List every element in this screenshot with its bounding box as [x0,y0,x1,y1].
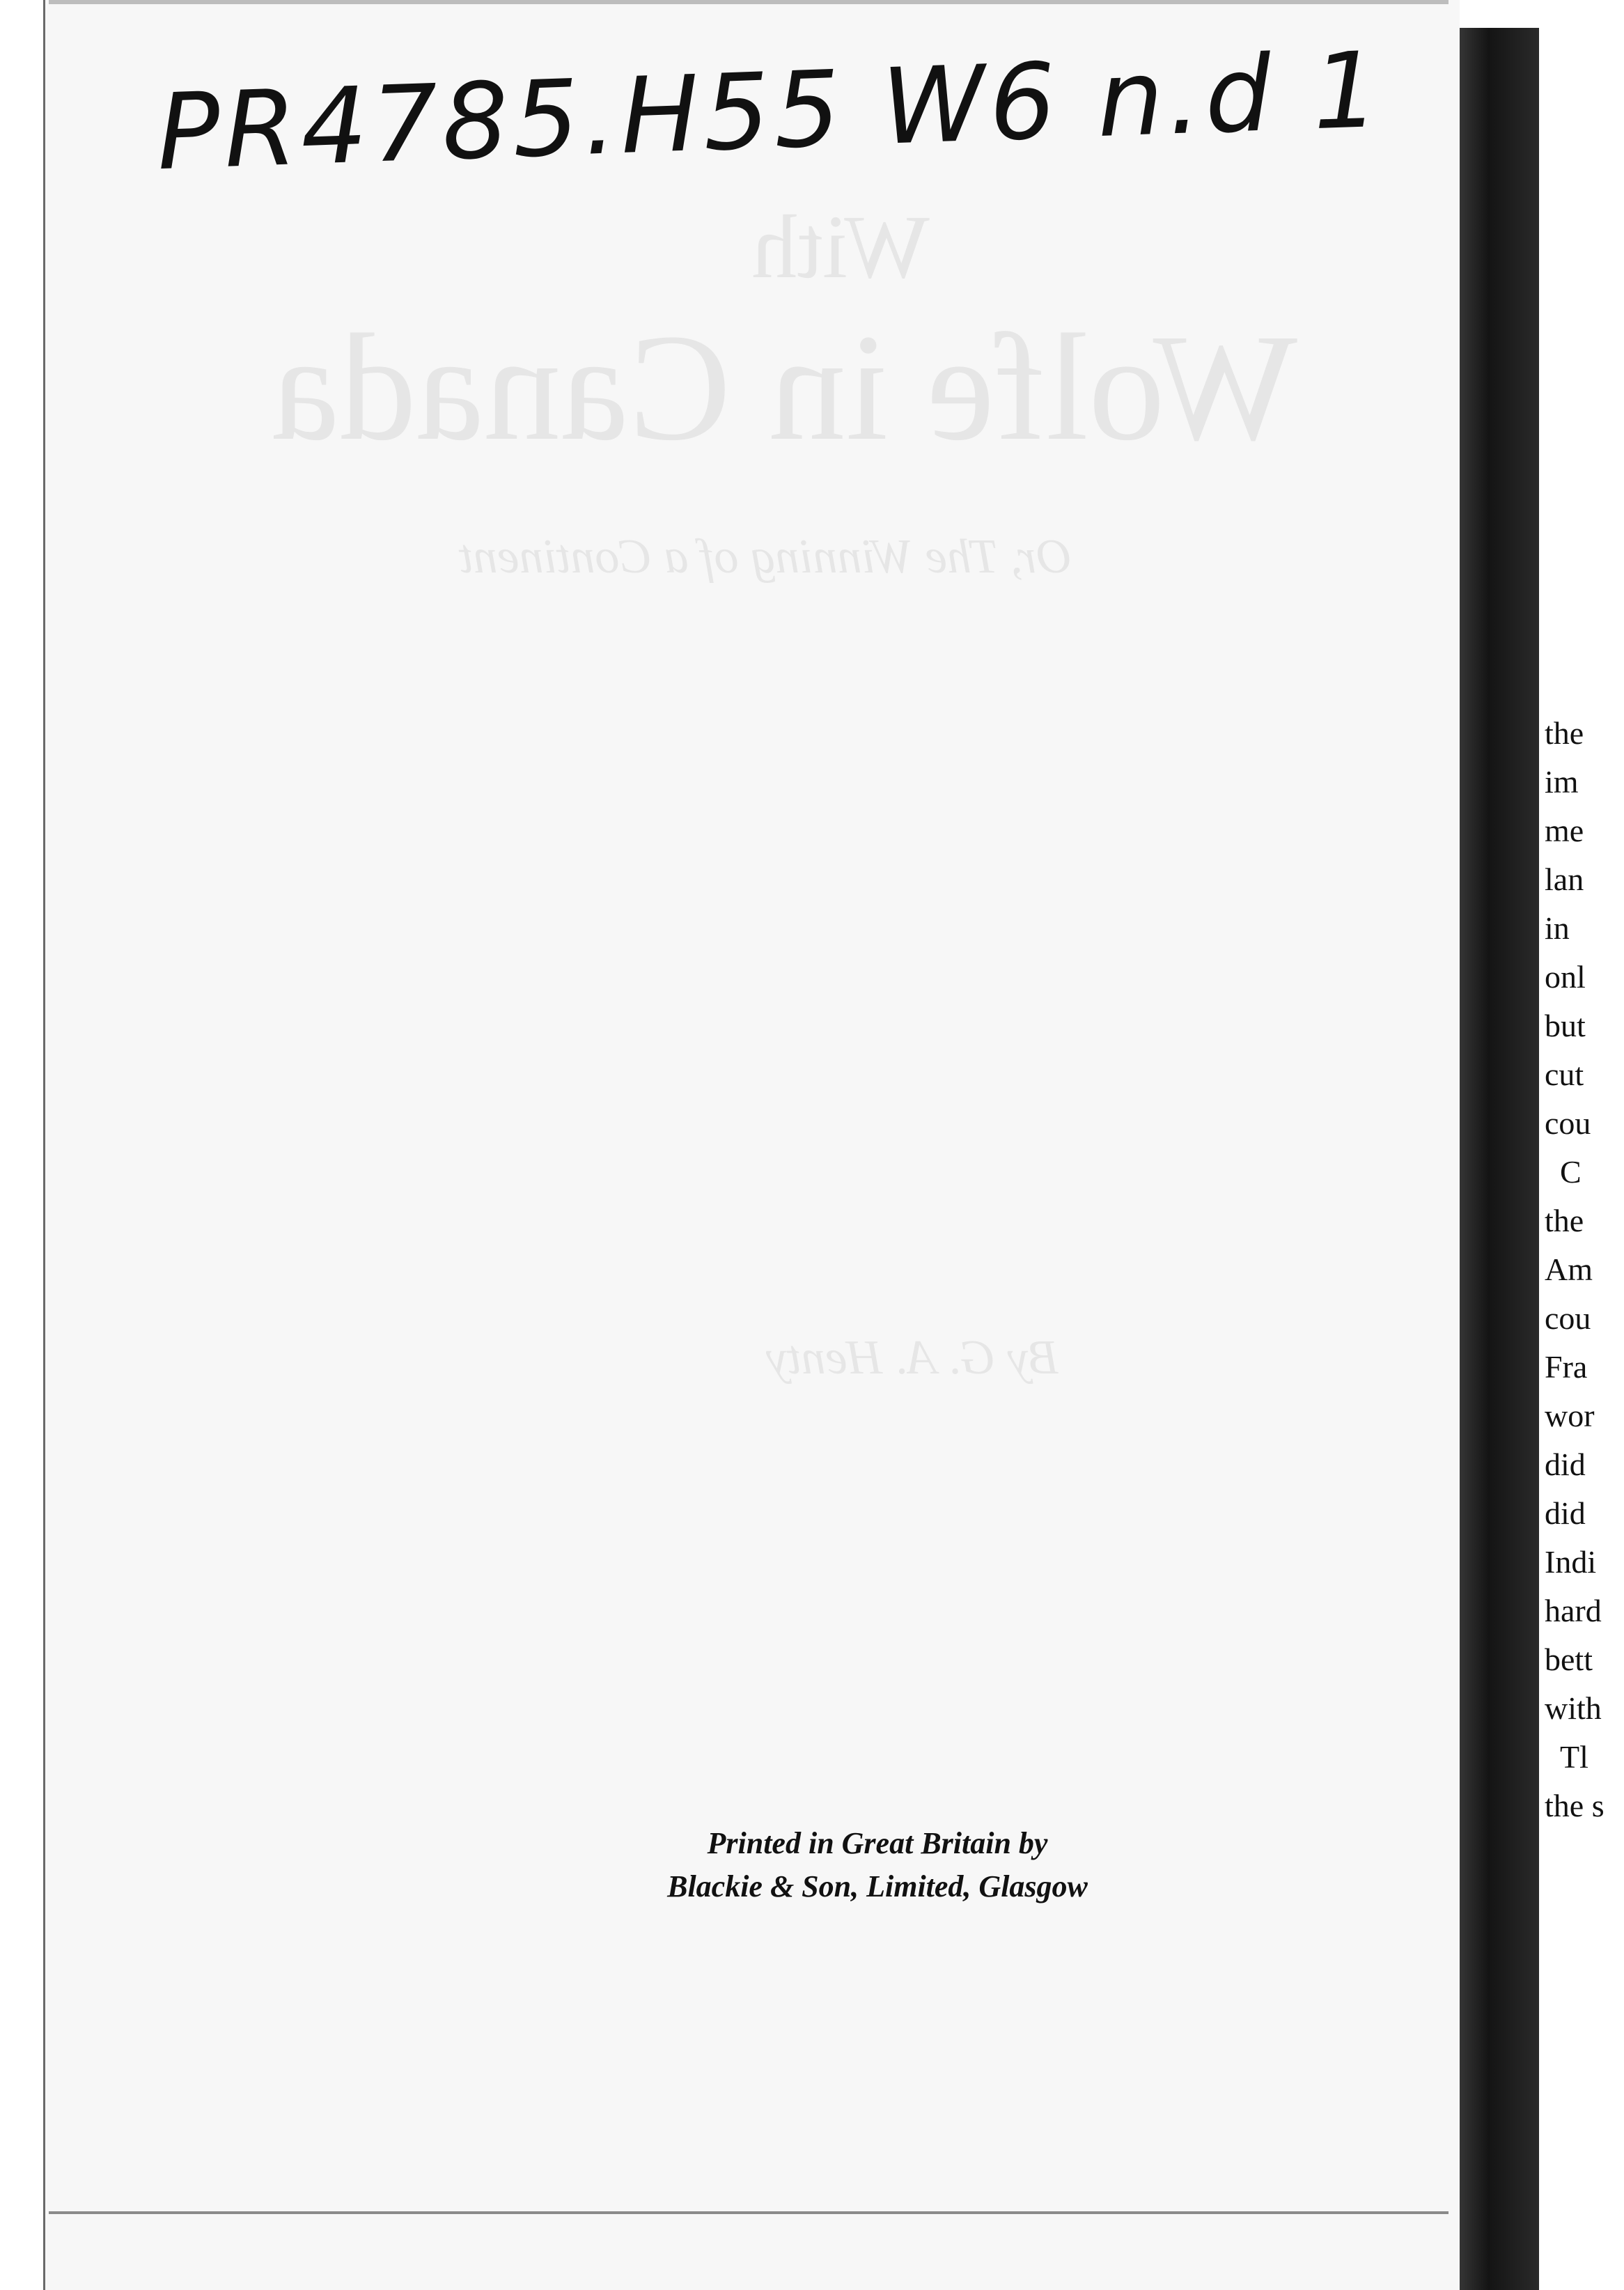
right-page-line: the [1545,715,1584,751]
right-page-line: Fra [1545,1349,1588,1385]
showthrough-title: Wolfe in Canada [272,302,1297,472]
right-page-line: hard [1545,1593,1602,1628]
showthrough-author: By G. A. Henty [766,1331,1059,1385]
showthrough-with: With [752,197,930,297]
right-page-line: me [1545,813,1584,848]
right-page-line: onl [1545,959,1586,995]
right-page-line: the s [1545,1788,1605,1823]
handwritten-call-number: PR4785.H55 W6 n.d 1 [155,29,1386,194]
right-page-line: C [1560,1154,1582,1190]
imprint-line-1: Printed in Great Britain by [707,1826,1048,1860]
right-page-line: Tl [1560,1739,1588,1775]
right-page-line: Indi [1545,1544,1597,1580]
right-page-line: wor [1545,1398,1595,1433]
right-page-line: did [1545,1447,1586,1482]
right-page-line: cut [1545,1057,1584,1092]
right-page-line: Am [1545,1252,1593,1287]
imprint-line-2: Blackie & Son, Limited, Glasgow [667,1869,1088,1903]
right-page-line: did [1545,1495,1586,1531]
showthrough-subtitle: Or, The Winning of a Continent [460,530,1072,584]
right-page-line: im [1545,764,1579,800]
right-page-line: the [1545,1203,1584,1238]
right-page-line: with [1545,1690,1602,1726]
right-page-line: lan [1545,862,1584,897]
right-page-line: cou [1545,1105,1591,1141]
printer-imprint [599,1822,1156,1908]
right-page-line: bett [1545,1642,1593,1677]
right-page-line: but [1545,1008,1586,1043]
right-page-line: in [1545,910,1570,946]
right-page-line: cou [1545,1300,1591,1336]
